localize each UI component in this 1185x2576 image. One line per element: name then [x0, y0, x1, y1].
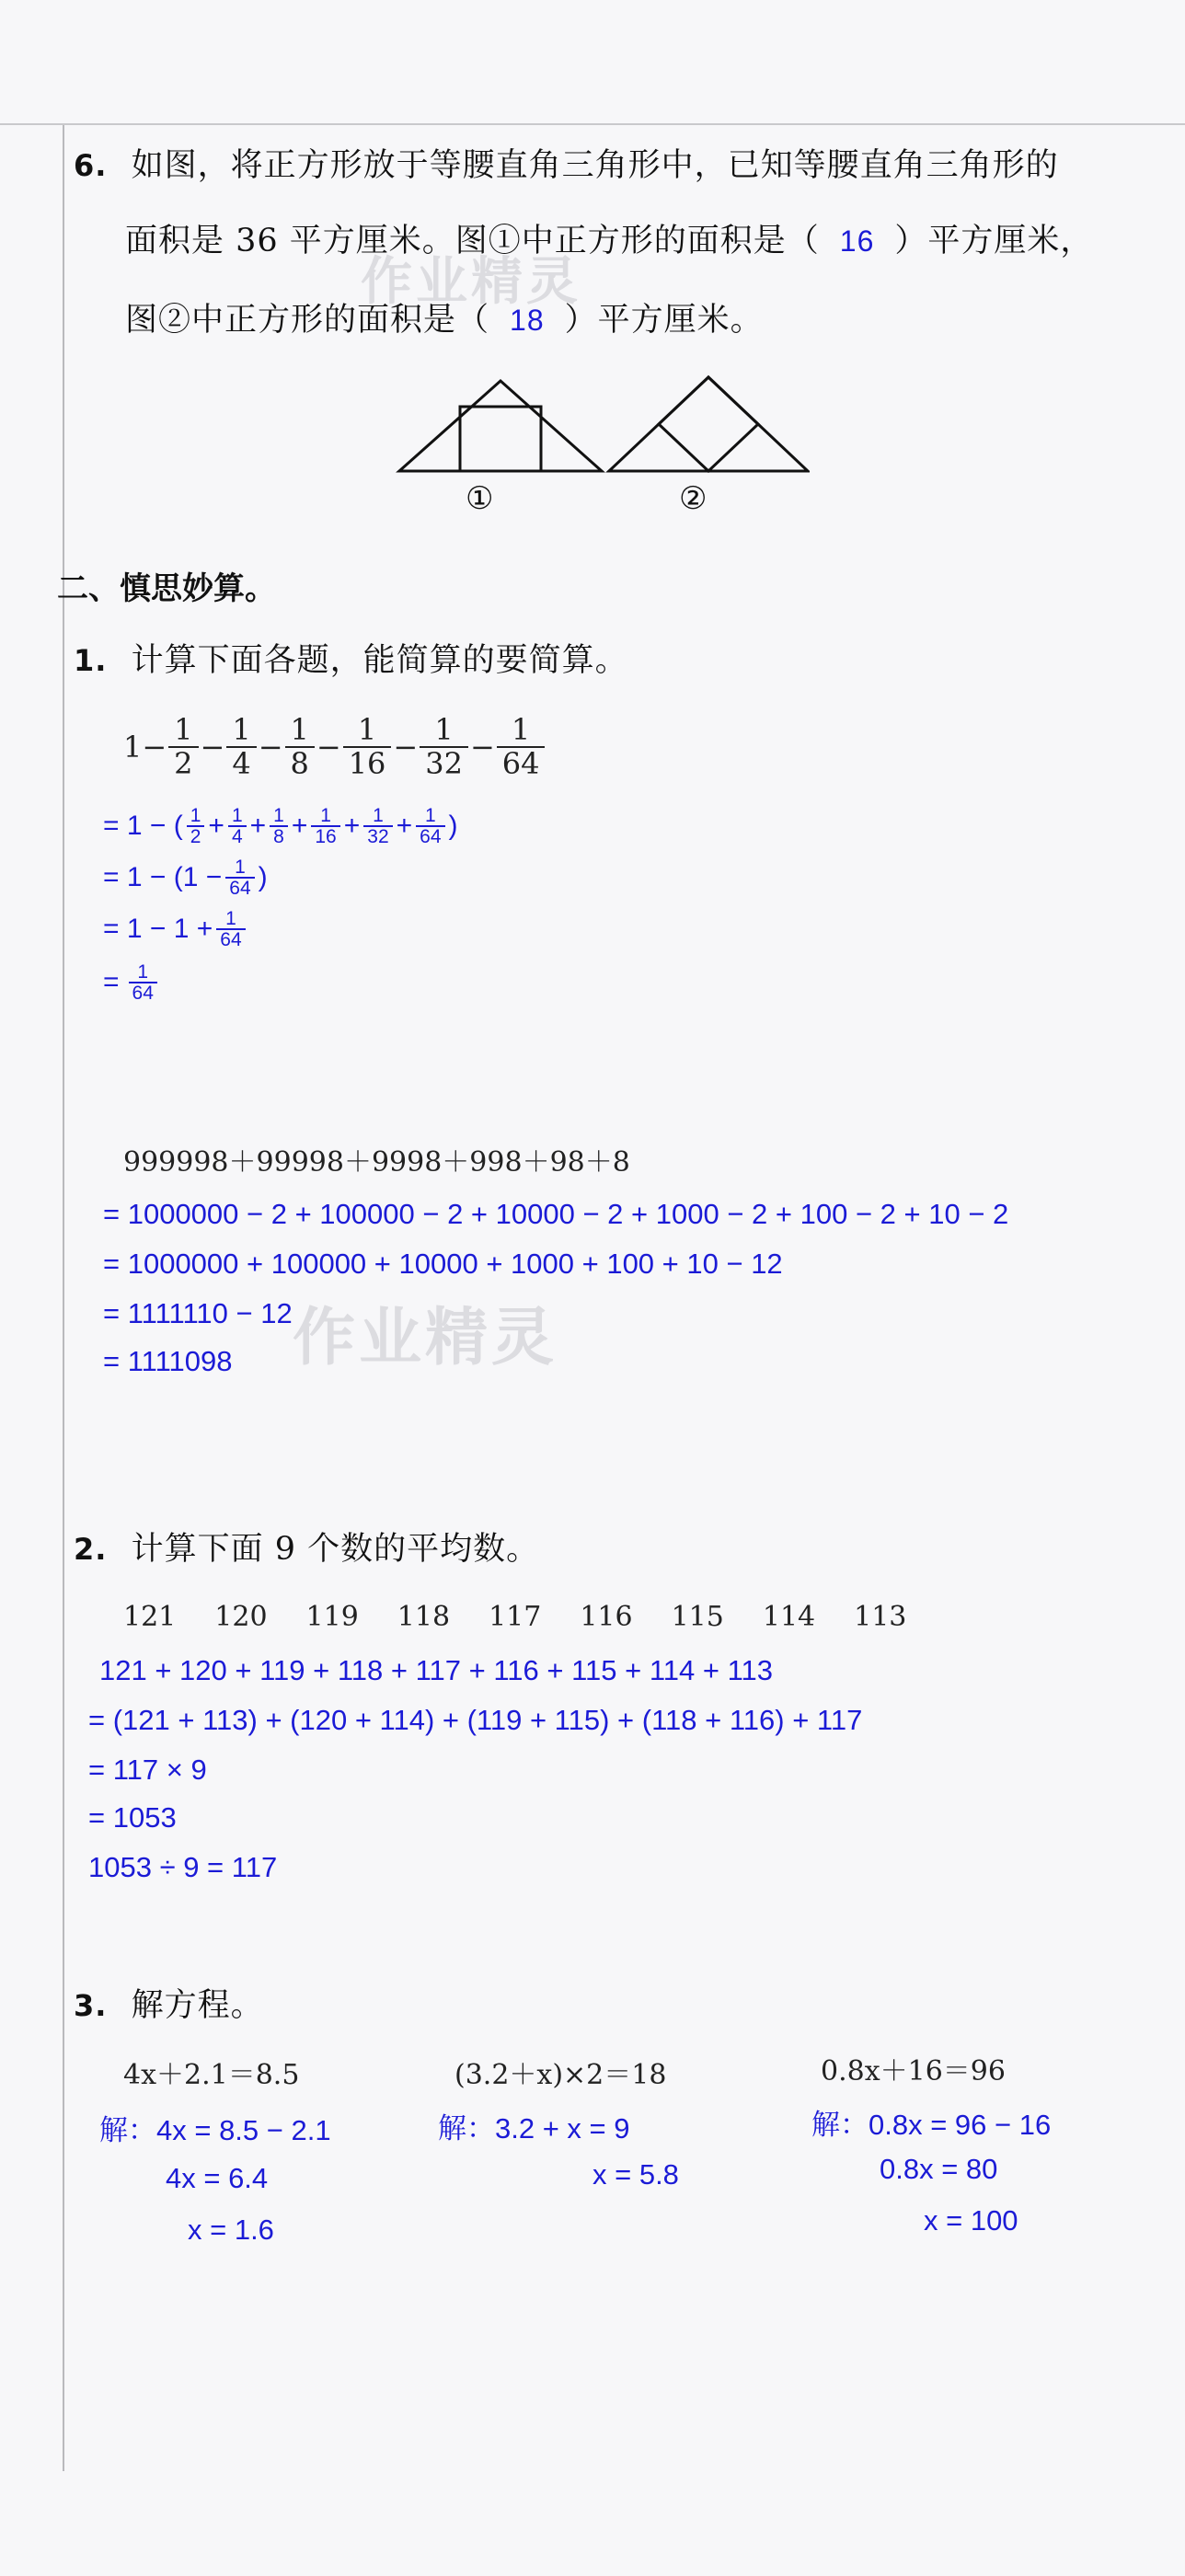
watermark: 作业精灵 — [293, 1302, 558, 1374]
p2-number-item: 118 — [397, 1601, 451, 1633]
eq1-line3: x = 1.6 — [188, 2214, 274, 2246]
eq1-line1: 解：4x = 8.5 − 2.1 — [99, 2114, 331, 2146]
eq2-line2: x = 5.8 — [592, 2158, 679, 2191]
expr1-frac-1: $\frac{1}{2}$ — [168, 714, 198, 780]
expr1-step3-frac: $\frac{1}{64}$ — [216, 909, 245, 949]
expr1-step1-frac-1: $\frac{1}{2}$ — [187, 806, 205, 846]
q6-text-line3b: ）平方厘米。 — [564, 302, 764, 339]
q6-line2 — [125, 215, 1093, 261]
eq3-problem: 0.8x＋16＝96 — [821, 2055, 1006, 2087]
expr1-frac-2: $\frac{1}{4}$ — [226, 714, 256, 780]
expr1-step1 — [103, 806, 458, 846]
p2-number-item: 114 — [762, 1601, 816, 1633]
expr1-step2-lead: = 1 − (1 − — [103, 862, 223, 892]
eq2-line1: 解：3.2 + x = 9 — [438, 2112, 630, 2145]
plus: + — [343, 811, 361, 841]
close-paren: ) — [258, 862, 268, 892]
q6-line1 — [74, 140, 1059, 186]
expr2-step1: = 1000000 − 2 + 100000 − 2 + 10000 − 2 + 1000 − 2 + 100 − 2 + 10 − 2 — [103, 1198, 1009, 1230]
eq1-line2: 4x = 6.4 — [166, 2162, 269, 2194]
eq3-line2: 0.8x = 80 — [880, 2153, 998, 2185]
p2-number-item: 120 — [214, 1601, 268, 1633]
q6-text-line1: 如图，将正方形放于等腰直角三角形中，已知等腰直角三角形的 — [131, 147, 1059, 184]
expr1-frac-4: $\frac{1}{16}$ — [343, 714, 392, 780]
figure-2-label: ② — [679, 480, 708, 517]
expr1-step1-frac-2: $\frac{1}{4}$ — [228, 806, 247, 846]
plus: + — [249, 811, 267, 841]
plus: + — [291, 811, 308, 841]
q6-answer-2: 18 — [510, 304, 545, 337]
eq3-line3: x = 100 — [924, 2204, 1018, 2237]
p3-heading — [74, 1980, 264, 2026]
eq1-problem: 4x＋2.1＝8.5 — [123, 2059, 300, 2091]
close-paren: ) — [448, 811, 458, 841]
expr1-lead: 1− — [123, 730, 167, 765]
expr1-step2-frac: $\frac{1}{64}$ — [225, 857, 254, 898]
p2-step3: = 117 × 9 — [88, 1754, 207, 1786]
p2-step4: = 1053 — [88, 1801, 177, 1834]
p2-number-item: 115 — [671, 1601, 724, 1633]
figure-1-triangle — [399, 381, 602, 471]
plus: + — [396, 811, 413, 841]
expr1-minus: − — [393, 730, 419, 765]
expr1-step1-lead: = 1 − ( — [103, 811, 183, 841]
figure-2 — [609, 377, 808, 471]
q6-text-line2a: 面积是 36 平方厘米。图①中正方形的面积是（ — [125, 223, 820, 259]
p2-step2: = (121 + 113) + (120 + 114) + (119 + 115) + (118 + 116) + 117 — [88, 1704, 863, 1736]
figure-1 — [399, 381, 602, 471]
expr1-step3 — [103, 909, 249, 949]
p1-title: 计算下面各题，能简算的要简算。 — [131, 642, 628, 679]
p2-number-item: 119 — [305, 1601, 359, 1633]
figure-1-label: ① — [466, 480, 494, 517]
expr1-minus: − — [200, 730, 225, 765]
figure-2-square — [659, 377, 758, 471]
p1-expr1-problem — [123, 714, 546, 780]
expr1-step1-frac-6: $\frac{1}{64}$ — [416, 806, 444, 846]
p1-heading — [74, 635, 628, 681]
q6-number: 6. — [74, 148, 108, 183]
expr2-step4: = 1111098 — [103, 1345, 233, 1377]
expr1-frac-5: $\frac{1}{32}$ — [420, 714, 468, 780]
figure-1-square — [460, 407, 541, 471]
expr1-step2 — [103, 857, 268, 898]
expr1-minus: − — [316, 730, 341, 765]
left-margin-rule — [63, 125, 64, 2471]
watermark: 作业精灵 — [361, 252, 581, 312]
eq2-problem: (3.2＋x)×2＝18 — [454, 2059, 667, 2091]
plus: + — [208, 811, 224, 841]
p2-number-item: 116 — [580, 1601, 633, 1633]
expr1-minus: − — [469, 730, 495, 765]
q6-figures — [386, 368, 810, 534]
expr2-step2: = 1000000 + 100000 + 10000 + 1000 + 100 + 10 − 12 — [103, 1248, 783, 1280]
q6-answer-1: 16 — [839, 224, 875, 258]
expr1-step1-frac-5: $\frac{1}{32}$ — [363, 806, 392, 846]
figure-2-triangle — [609, 377, 808, 471]
p1-expr2-problem: 999998＋99998＋9998＋998＋98＋8 — [123, 1146, 630, 1179]
p2-number: 2. — [74, 1532, 108, 1567]
p2-number-item: 121 — [123, 1601, 177, 1633]
p1-number: 1. — [74, 643, 108, 678]
p3-title: 解方程。 — [131, 1987, 264, 2024]
p3-number: 3. — [74, 1988, 108, 2023]
expr1-minus: − — [258, 730, 283, 765]
p2-number-item: 117 — [489, 1601, 542, 1633]
top-rule — [0, 123, 1185, 125]
expr1-step3-lead: = 1 − 1 + — [103, 914, 213, 944]
q6-text-line2b: ）平方厘米， — [894, 223, 1094, 259]
expr1-step4-frac: $\frac{1}{64}$ — [129, 962, 157, 1003]
expr1-step4-lead: = — [103, 967, 120, 997]
p2-step1: 121 + 120 + 119 + 118 + 117 + 116 + 115 + 114 + 113 — [99, 1654, 774, 1686]
p2-numbers — [123, 1601, 906, 1633]
eq3-line1: 解：0.8x = 96 − 16 — [811, 2109, 1052, 2141]
p2-title: 计算下面 9 个数的平均数。 — [131, 1531, 540, 1568]
expr1-frac-6: $\frac{1}{64}$ — [497, 714, 546, 780]
expr1-step4 — [103, 962, 161, 1003]
q6-text-line3a: 图②中正方形的面积是（ — [125, 302, 490, 339]
expr2-step3: = 1111110 − 12 — [103, 1297, 293, 1329]
expr1-step1-frac-4: $\frac{1}{16}$ — [311, 806, 339, 846]
section-2-title: 二、慎思妙算。 — [57, 570, 276, 607]
p2-heading — [74, 1524, 539, 1570]
expr1-step1-frac-3: $\frac{1}{8}$ — [270, 806, 288, 846]
p2-number-item: 113 — [854, 1601, 907, 1633]
p2-step5: 1053 ÷ 9 = 117 — [88, 1851, 278, 1883]
expr1-frac-3: $\frac{1}{8}$ — [285, 714, 315, 780]
